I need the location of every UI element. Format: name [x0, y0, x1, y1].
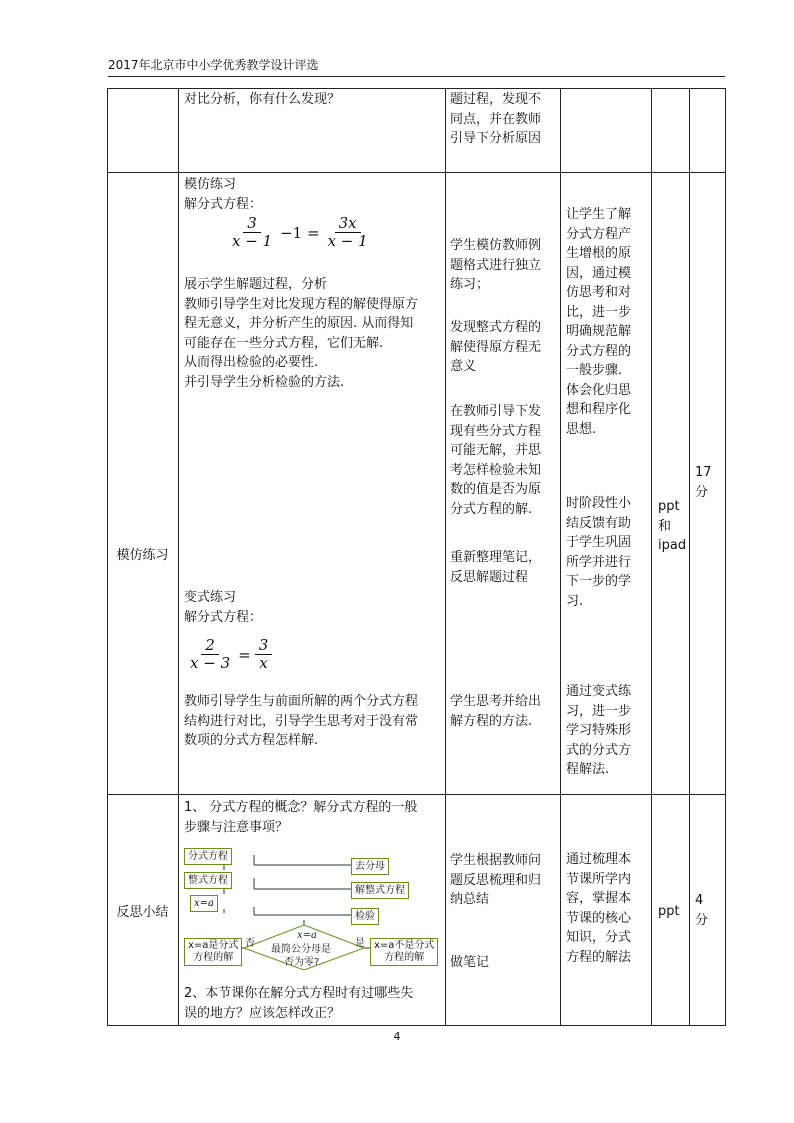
practice-media: ppt 和 ipad: [658, 499, 687, 553]
summary-student-a: 学生根据教师问 题反思梳理和归 纳总结: [450, 853, 542, 907]
practice-teacher-b: 变式练习 解分式方程：: [184, 590, 263, 625]
table-divider: [445, 88, 446, 1026]
practice-teacher-b-body: 教师引导学生与前面所解的两个分式方程 结构进行对比，引导学生思考对于没有常 数项的分式方程怎样解.: [184, 694, 419, 748]
stage-label-practice: 模仿练习: [116, 548, 169, 563]
summary-purpose: 通过梳理本 节课所学内 容，掌握本 节课的核心 知识，分式 方程的解法: [566, 852, 632, 965]
practice-teacher-a-body: 展示学生解题过程，分析 教师引导学生对比发现方程的解使得原方 程无意义，并分析产生的原因. 从而得知 可能存在一些分式方程，它们无解. 从而得出检验的必要性. 并引导学生分析检验的方法.: [184, 277, 419, 390]
summary-question-2: 2、本节课你在解分式方程时有过哪些失 误的地方？应该怎样改正？: [184, 986, 414, 1021]
practice-student-e: 学生思考并给出 解方程的方法.: [450, 694, 542, 729]
practice-student-a: 学生模仿教师例 题格式进行独立 练习；: [450, 238, 542, 292]
page-number: 4: [393, 1030, 401, 1043]
header-rule: [108, 76, 725, 77]
equation-1: $\frac{3}{x - 1}$ −1 = $\frac{3x}{x - 1}$: [232, 214, 368, 250]
summary-time: 4 分: [695, 893, 709, 928]
table-border-top: [107, 88, 726, 89]
no-label: 否: [245, 938, 255, 949]
flow-box-not-solution: x=a不是分式 方程的解: [370, 938, 438, 966]
table-border-bottom: [107, 1025, 726, 1026]
summary-media: ppt: [658, 904, 680, 919]
equation-2: $\frac{2}{x - 3}$ = $\frac{3}{x}$: [186, 637, 272, 672]
table-border-right: [725, 88, 726, 1026]
practice-student-c: 在教师引导下发 现有些分式方程 可能无解，并思 考怎样检验未知 数的值是否为原 分式方程的解.: [450, 404, 542, 517]
flow-box-solution: x=a: [190, 895, 218, 912]
decision-line-1: 最简公分母是: [271, 944, 331, 955]
top-teacher-text: 对比分析，你有什么发现？: [184, 92, 341, 107]
yes-label: 是: [355, 938, 365, 949]
table-divider: [178, 88, 179, 1026]
top-student-text: 题过程，发现不 同点，并在教师 引导下分析原因: [450, 92, 542, 146]
row-divider: [107, 172, 726, 173]
decision-line-2: 否为零?: [284, 957, 320, 968]
solving-flowchart: [184, 845, 434, 970]
practice-teacher-a: 模仿练习 解分式方程：: [184, 177, 263, 212]
decision-top-label: x=a: [297, 930, 317, 941]
summary-student-b: 做笔记: [450, 955, 490, 970]
table-divider: [651, 88, 652, 1026]
flow-box-is-solution: x=a是分式 方程的解: [184, 938, 242, 966]
table-divider: [689, 88, 690, 1026]
practice-purpose-b: 时阶段性小 结反馈有助 于学生巩固 所学并进行 下一步的学 习.: [566, 496, 632, 609]
practice-purpose-c: 通过变式练 习，进一步 学习特殊形 式的分式方 程解法.: [566, 684, 632, 777]
flow-box-fractional-eq: 分式方程: [184, 848, 232, 865]
summary-question-1: 1、 分式方程的概念？解分式方程的一般 步骤与注意事项？: [184, 800, 418, 835]
flow-box-clear-denominator: 去分母: [351, 858, 389, 875]
flow-box-integral-eq: 整式方程: [184, 872, 232, 889]
table-divider: [560, 88, 561, 1026]
practice-student-b: 发现整式方程的 解使得原方程无 意义: [450, 320, 542, 374]
document-header: 2017年北京市中小学优秀教学设计评选: [108, 58, 319, 72]
practice-time: 17 分: [695, 465, 712, 500]
row-divider: [107, 794, 726, 795]
flow-box-solve-integral-eq: 解整式方程: [351, 882, 409, 899]
practice-purpose-a: 让学生了解 分式方程产 生增根的原 因，通过模 仿思考和对 比，进一步 明确规范解 分式方程的 一般步骤. 体会化归思 想和程序化 思想.: [566, 207, 632, 437]
flow-box-check: 检验: [351, 908, 379, 925]
practice-student-d: 重新整理笔记， 反思解题过程: [450, 550, 542, 585]
stage-label-summary: 反思小结: [116, 905, 169, 920]
